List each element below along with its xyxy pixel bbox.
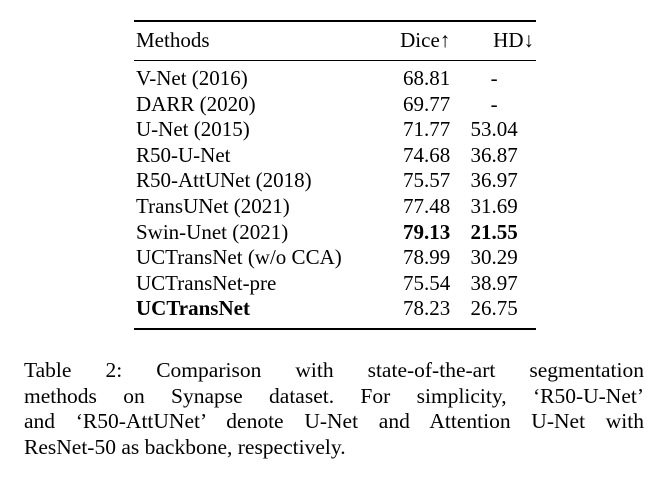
header-hd: HD↓ [493, 28, 534, 53]
cell-dice: 77.48 [403, 193, 451, 218]
table-row [134, 92, 536, 118]
cell-hd: 30.29 [470, 245, 518, 270]
results-table [134, 20, 536, 330]
cell-hd: - [490, 66, 498, 90]
cell-method: UCTransNet (w/o CCA) [136, 245, 342, 270]
cell-method: R50-U-Net [136, 142, 231, 167]
cell-method: DARR (2020) [136, 91, 256, 116]
cell-dice: 74.68 [403, 142, 451, 167]
cell-dice: 75.54 [403, 270, 451, 295]
cell-hd: 36.97 [470, 168, 518, 193]
table-row [134, 61, 536, 92]
cell-dice: 68.81 [403, 66, 451, 90]
caption-line: methods on Synapse dataset. For simplicity, ‘R50-U-Net’ [24, 383, 644, 408]
cell-dice: 78.99 [403, 245, 451, 270]
header-dice: Dice↑ [400, 28, 451, 53]
cell-hd: - [490, 91, 498, 116]
cell-dice: 71.77 [403, 117, 451, 142]
table-row [134, 220, 536, 246]
table-row [134, 245, 536, 271]
cell-hd: 31.69 [470, 193, 518, 218]
cell-method: Swin-Unet (2021) [136, 219, 289, 244]
cell-dice: 69.77 [403, 91, 451, 116]
table-row [134, 117, 536, 143]
cell-hd: 21.55 [470, 219, 518, 244]
cell-method: U-Net (2015) [136, 117, 250, 142]
cell-method: UCTransNet [136, 296, 250, 321]
caption-line: Table 2: Comparison with state-of-the-art segmentation [24, 358, 644, 382]
table-row [134, 296, 536, 329]
cell-method: TransUNet (2021) [136, 193, 290, 218]
table-row [134, 143, 536, 169]
table-header-row [134, 21, 536, 61]
table-row [134, 194, 536, 220]
table-row [134, 168, 536, 194]
cell-hd: 26.75 [470, 296, 518, 321]
cell-dice: 78.23 [403, 296, 451, 321]
caption-line: ResNet-50 as backbone, respectively. [24, 434, 346, 459]
header-methods: Methods [136, 28, 210, 53]
table-row [134, 271, 536, 297]
cell-hd: 36.87 [470, 142, 518, 167]
cell-method: R50-AttUNet (2018) [136, 168, 312, 193]
table-body [134, 61, 536, 329]
results-table-container [134, 20, 536, 330]
caption-line: and ‘R50-AttUNet’ denote U-Net and Attention U-Net with [24, 409, 644, 433]
table-caption [24, 358, 644, 460]
cell-hd: 38.97 [470, 270, 518, 295]
cell-hd: 53.04 [470, 117, 518, 142]
cell-dice: 79.13 [403, 219, 451, 244]
cell-method: V-Net (2016) [136, 66, 248, 90]
cell-dice: 75.57 [403, 168, 451, 193]
cell-method: UCTransNet-pre [136, 270, 277, 295]
